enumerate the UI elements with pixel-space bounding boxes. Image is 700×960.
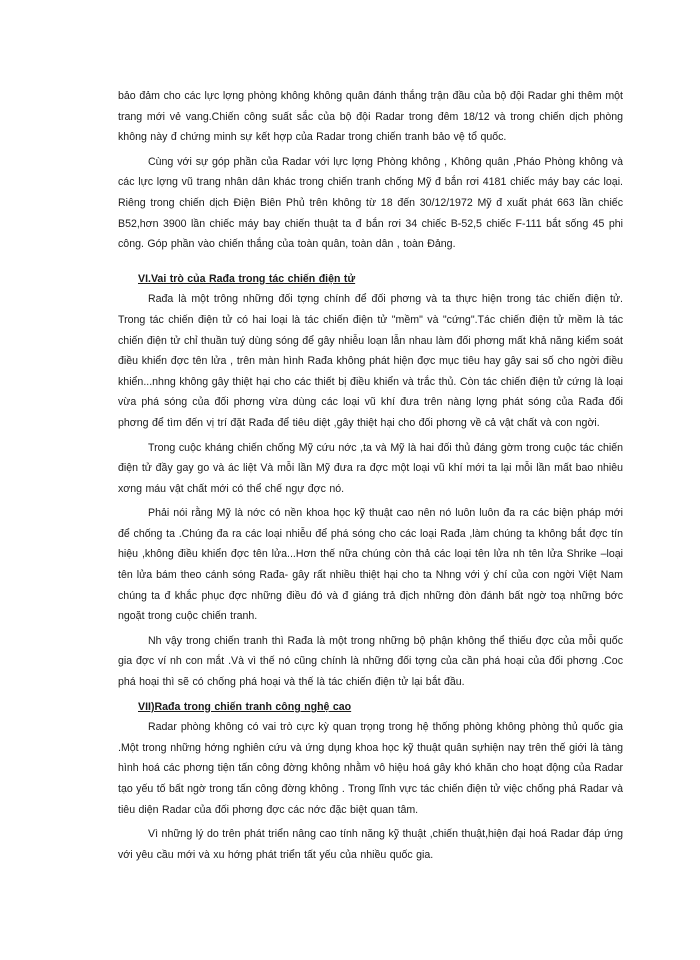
paragraph-5: Phải nói rằng Mỹ là nớc có nền khoa học kỹ thuật cao nên nó luôn luôn đa ra các biện pháp mới để chống ta .Chúng đa ra các loại nhiễu để phá sóng cho các loại Rađa ,làm chúng ta không bắt đợc tín hiệu ,không điều khiển đợc tên lửa...Hơn thế nữa chúng còn thả các loại tên lửa nh tên lửa Shrike –loại tên lửa bám theo cánh sóng Rađa- gây rất nhiều thiệt hại cho ta Nhng với ý chí của con ngời Việt Nam chúng ta đ khắc phục đợc những điều đó và đ giáng trả địch những đòn đánh bất ngờ toạ những bớc ngoặt trong cuộc chiến tranh. — [118, 507, 623, 623]
paragraph-7: Radar phòng không có vai trò cực kỳ quan trọng trong hệ thống phòng không phòng thủ quốc gia .Một trong những hớng nghiên cứu và ứng dụng khoa học kỹ thuật quân sựhiện nay trên thế giới là tàng hình hoá các phơng tiện tấn công đờng không nhằm vô hiệu hoá gây khó khăn cho hoạt động của Radar tạo yếu tố bất ngờ trong tấn công đờng không . Trong lĩnh vực tác chiến điện tử việc chống phá Radar và tiêu diện Radar của đối phơng đợc các nớc đặc biệt quan tâm. — [118, 721, 623, 816]
paragraph-2: Cùng với sự góp phần của Radar với lực lợng Phòng không , Không quân ,Pháo Phòng không và các lực lợng vũ trang nhân dân khác trong chiến tranh chống Mỹ đ bắn rơi 4181 chiếc máy bay các loại. Riêng trong chiến dịch Điện Biên Phủ trên không từ 18 đến 30/12/1972 Mỹ đ xuất phát 663 lần chiếc B52,hơn 3900 lần chiếc máy bay chiến thuật ta đ bắn rơi 34 chiếc B-52,5 chiếc F-111 bắt sống 45 phi công. Góp phần vào chiến thắng của toàn quân, toàn dân , toàn Đảng. — [118, 155, 623, 251]
paragraph-3: Rađa là một trông những đối tợng chính để đối phơng và ta thực hiện trong tác chiến điện tử. Trong tác chiến điện tử có hai loại là tác chiến điện tử "mềm" và "cứng".Tác chiến điện tử mềm là tác chiến điện tử chỉ thuần tuý dùng sóng để gây nhiễu loạn lẫn nhau làm đối phơng mất khả năng kiểm soát điều khiển đợc tên lửa , trên màn hình Rađa không phát hiện đợc mục tiêu hay gây sai số cho ngời điều khiển...nhng không gây thiệt hại cho các thiết bị điều khiển và trắc thủ. Còn tác chiến điện tử cứng là loại vừa phá sóng của đối phơng vừa dùng các loại vũ khí đưa trên nàng lợng phát sóng của Rađa đối phơng để tìm đến vị trí đặt Rađa để tiêu diệt ,gây thiệt hại cho đối phơng về cả vật chất và con ngời. — [118, 293, 623, 429]
paragraph-4: Trong cuộc kháng chiến chống Mỹ cứu nớc ,ta và Mỹ là hai đối thủ đáng gờm trong cuộc tác chiến điện tử đầy gay go và ác liệt Và mỗi lần Mỹ đưa ra đợc một loại vũ khí mới ta lại mỗi lần mất bao nhiêu xơng máu vật chất mới có thể chế ngự đợc nó. — [118, 441, 623, 495]
section-heading-vi: VI.Vai trò của Rađa trong tác chiến điện tử — [138, 272, 356, 285]
document-page — [118, 86, 623, 869]
paragraph-8: Vì những lý do trên phát triển nâng cao tính năng kỹ thuật ,chiến thuật,hiện đại hoá Radar đáp ứng với yêu cầu mới và xu hớng phát triển tất yếu của nhiều quốc gia. — [118, 828, 623, 861]
section-heading-vii: VII)Rađa trong chiến tranh công nghệ cao — [138, 700, 352, 713]
paragraph-6: Nh vậy trong chiến tranh thì Rađa là một trong những bộ phận không thể thiếu đợc của mỗi quốc gia đợc ví nh con mắt .Và vì thế nó cũng chính là những đối tợng của cần phá hoại của đối phơng .Coc phá hoại thì sẽ có chống phá hoại và thế là tác chiến điện tử lại bắt đầu. — [118, 634, 623, 689]
paragraph-1: bảo đảm cho các lực lợng phòng không không quân đánh thắng trận đầu của bộ đội Radar ghi thêm một trang mới vẻ vang.Chiến công suất sắc của bộ đội Radar trong đêm 18/12 và trong chiến dịch phòng không này đ chứng minh sự kết hợp của Radar trong chiến tranh bảo vệ tổ quốc. — [118, 90, 623, 144]
